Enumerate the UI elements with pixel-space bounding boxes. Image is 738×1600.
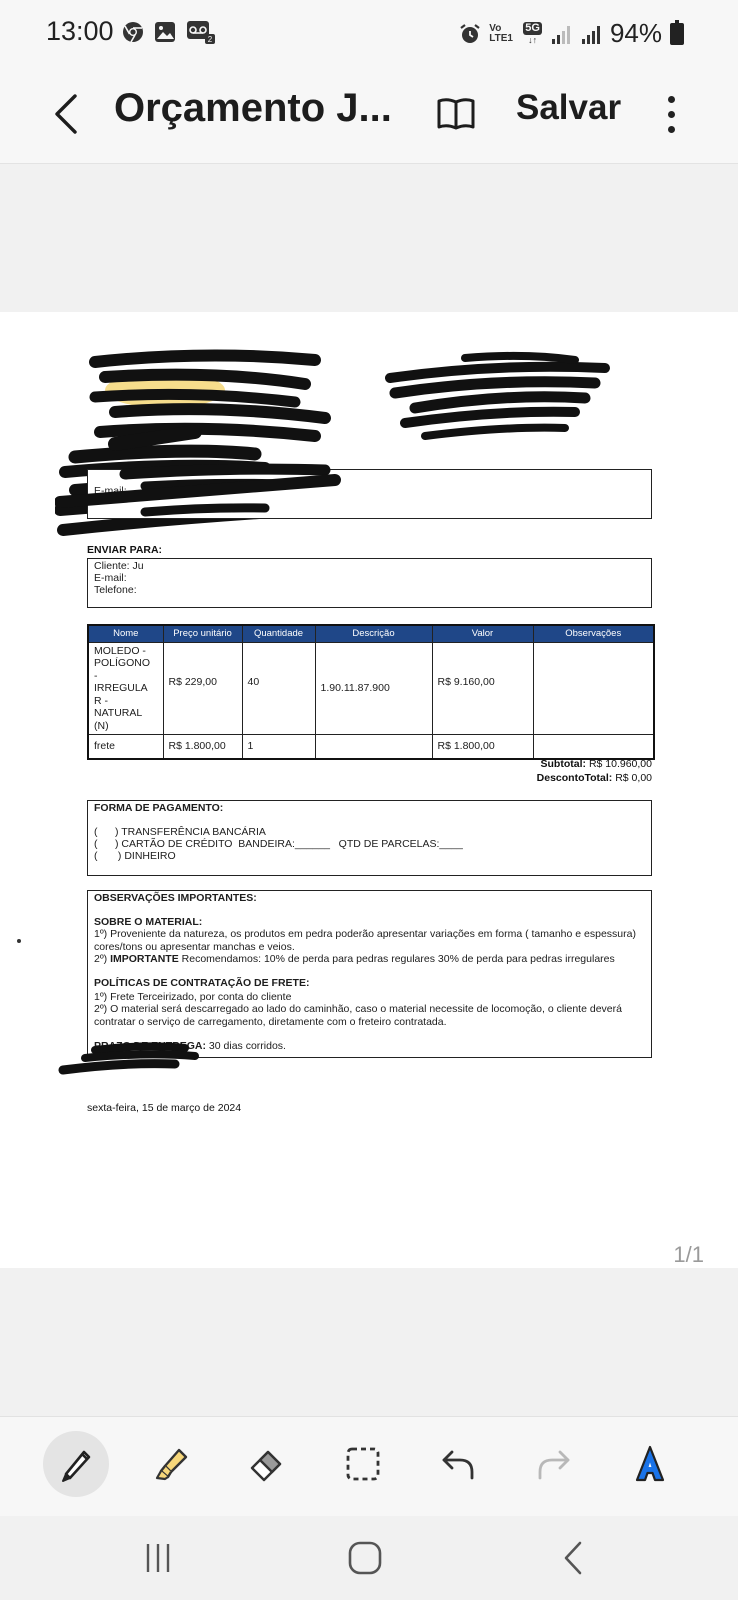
network-label: 5G xyxy=(525,22,540,34)
back-icon xyxy=(558,1540,588,1576)
back-button[interactable] xyxy=(44,86,88,142)
status-time: 13:00 xyxy=(46,16,114,46)
5g-icon xyxy=(523,22,542,45)
material-heading: SOBRE O MATERIAL: xyxy=(94,916,203,928)
material-note-2-rest: Recomendamos: 10% de perda para pedras regulares 30% de perda para pedras irregulares xyxy=(178,953,615,965)
table-header-row xyxy=(88,625,654,642)
material-note-2 xyxy=(94,953,650,966)
document-title[interactable]: Orçamento J... xyxy=(114,86,392,130)
client-label: Cliente: Ju xyxy=(94,560,144,572)
alarm-icon xyxy=(459,23,481,45)
send-to-box xyxy=(87,558,652,608)
notes-heading: OBSERVAÇÕES IMPORTANTES: xyxy=(94,892,257,904)
deadline-value: 30 dias corridos. xyxy=(206,1040,286,1052)
cell-nome xyxy=(88,642,163,735)
cell-line: MOLEDO - xyxy=(94,644,146,657)
eraser-tool-button[interactable] xyxy=(233,1431,299,1497)
system-navigation-bar xyxy=(0,1516,738,1600)
subtotal-label: Subtotal: xyxy=(540,758,587,770)
column-header: Valor xyxy=(432,625,533,642)
redo-button[interactable] xyxy=(521,1431,587,1497)
document-page[interactable] xyxy=(0,312,738,1268)
cell-line: POLÍGONO xyxy=(94,657,151,669)
items-table xyxy=(87,624,655,760)
chevron-left-icon xyxy=(53,93,79,135)
cell-valor: R$ 1.800,00 xyxy=(432,735,533,759)
eraser-icon xyxy=(246,1444,286,1484)
cell-line: NATURAL xyxy=(94,707,143,719)
send-to-heading: ENVIAR PARA: xyxy=(87,544,163,556)
status-system-icons xyxy=(459,18,684,49)
pen-tool-button[interactable] xyxy=(43,1431,109,1497)
chrome-icon xyxy=(122,21,144,43)
app-bar xyxy=(0,64,738,164)
sender-email-label: E-mail: xyxy=(94,485,127,497)
cell-observacoes xyxy=(533,735,654,759)
freight-heading: POLÍTICAS DE CONTRATAÇÃO DE FRETE: xyxy=(94,977,310,989)
battery-percent: 94% xyxy=(609,18,662,48)
status-notification-icons xyxy=(122,20,216,44)
dot-icon xyxy=(668,96,675,103)
redaction-scribble xyxy=(55,462,345,522)
cell-nome: frete xyxy=(88,735,163,759)
battery-icon xyxy=(670,23,684,45)
cell-quantidade: 1 xyxy=(242,735,315,759)
selection-icon xyxy=(343,1444,383,1484)
volte-icon xyxy=(489,24,515,44)
material-note-1: 1º) Proveniente da natureza, os produtos em pedra poderão apresentar variações em forma ( tamanho e espessura) cores/tons ou apresentar manchas e veios. xyxy=(94,928,636,953)
notes-box xyxy=(87,890,652,1058)
undo-icon xyxy=(438,1444,478,1484)
column-header: Nome xyxy=(88,625,163,642)
email-label: E-mail: xyxy=(94,572,127,584)
phone-label: Telefone: xyxy=(94,584,137,596)
svg-text:2: 2 xyxy=(207,35,213,44)
material-note-2-prefix: 2º) xyxy=(94,953,111,965)
voicemail-icon xyxy=(186,20,216,44)
dot-icon xyxy=(668,111,675,118)
column-header: Preço unitário xyxy=(163,625,242,642)
cell-preco: R$ 1.800,00 xyxy=(163,735,242,759)
stray-dot xyxy=(17,939,21,943)
page-indicator: 1/1 xyxy=(673,1242,704,1267)
subtotal-line xyxy=(420,758,652,771)
gallery-icon xyxy=(154,21,176,43)
table-row xyxy=(88,735,654,759)
freight-note-1: 1º) Frete Terceirizado, por conta do cliente xyxy=(94,991,292,1003)
freight-note-2: 2º) O material será descarregado ao lado do caminhão, caso o material necessite de locomoção, o cliente deverá contratar o serviço de carregamento, diretamente com o freteiro contratada. xyxy=(94,1003,622,1028)
cell-descricao xyxy=(315,735,432,759)
deadline-label: PRAZO DE ENTREGA: xyxy=(94,1040,207,1052)
cell-line: (N) xyxy=(94,719,109,732)
material-note-2-bold: IMPORTANTE xyxy=(110,953,179,965)
redaction-scribble xyxy=(385,348,615,448)
pen-icon xyxy=(56,1444,96,1484)
payment-option: ( ) DINHEIRO xyxy=(94,850,176,862)
payment-heading: FORMA DE PAGAMENTO: xyxy=(94,802,224,814)
signal-icon xyxy=(550,23,572,45)
save-button[interactable]: Salvar xyxy=(516,88,622,127)
payment-box xyxy=(87,800,652,876)
highlighter-icon xyxy=(151,1444,191,1484)
volte-label: Vo LTE1 xyxy=(489,22,513,44)
dot-icon xyxy=(668,126,675,133)
data-arrows-icon: ↓↑ xyxy=(528,35,538,45)
discount-value: R$ 0,00 xyxy=(615,772,652,784)
drawing-toolbar xyxy=(0,1416,738,1516)
cell-descricao: 1.90.11.87.900 xyxy=(315,642,432,735)
table-row xyxy=(88,642,654,735)
cell-observacoes xyxy=(533,642,654,735)
text-recognition-icon xyxy=(630,1444,670,1484)
column-header: Observações xyxy=(533,625,654,642)
cell-valor: R$ 9.160,00 xyxy=(432,642,533,735)
discount-label: DescontoTotal: xyxy=(536,772,613,784)
selection-tool-button[interactable] xyxy=(330,1431,396,1497)
cell-line: R - xyxy=(94,694,108,707)
redo-icon xyxy=(534,1444,574,1484)
text-recognition-button[interactable] xyxy=(617,1431,683,1497)
column-header: Quantidade xyxy=(242,625,315,642)
payment-option: ( ) CARTÃO DE CRÉDITO BANDEIRA:______ QTD DE PARCELAS:____ xyxy=(94,838,463,850)
more-options-button[interactable] xyxy=(656,86,686,142)
document-date: sexta-feira, 15 de março de 2024 xyxy=(87,1102,242,1114)
cell-line: IRREGULA xyxy=(94,682,148,694)
status-bar xyxy=(0,0,738,64)
recent-apps-button[interactable] xyxy=(128,1534,188,1582)
undo-button[interactable] xyxy=(425,1431,491,1497)
discount-line xyxy=(420,772,652,785)
reading-mode-button[interactable] xyxy=(432,88,480,140)
payment-option: ( ) TRANSFERÊNCIA BANCÁRIA xyxy=(94,826,266,838)
column-header: Descrição xyxy=(315,625,432,642)
redaction-scribble xyxy=(55,1040,205,1080)
signal-icon xyxy=(580,23,602,45)
subtotal-value: R$ 10.960,00 xyxy=(588,758,652,770)
book-icon xyxy=(436,97,476,131)
cell-quantidade: 40 xyxy=(242,642,315,735)
recent-apps-icon xyxy=(141,1541,175,1575)
system-back-button[interactable] xyxy=(543,1534,603,1582)
highlighter-tool-button[interactable] xyxy=(138,1431,204,1497)
cell-preco: R$ 229,00 xyxy=(163,642,242,735)
home-button[interactable] xyxy=(335,1534,395,1582)
cell-line: - xyxy=(94,669,98,682)
home-icon xyxy=(347,1540,383,1576)
